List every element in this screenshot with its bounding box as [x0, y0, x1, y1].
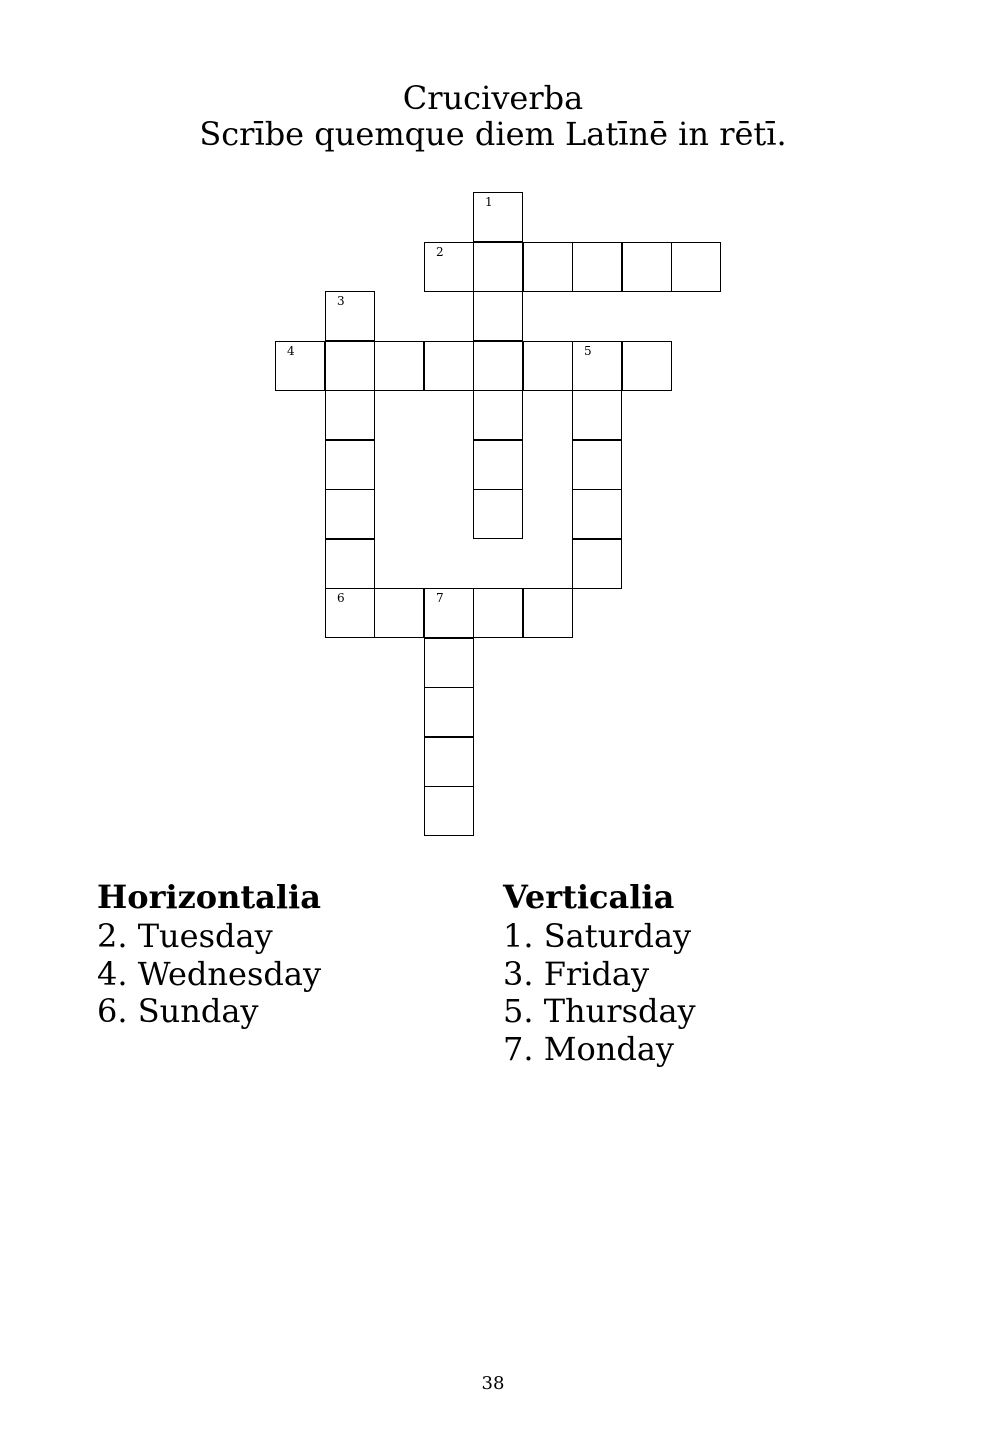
crossword-cell[interactable] [325, 489, 375, 539]
page-title: Cruciverba [402, 79, 584, 117]
crossword-cell[interactable] [473, 341, 523, 391]
crossword-cell[interactable] [424, 588, 474, 638]
clue-number: 4 [287, 344, 295, 358]
crossword-cell[interactable] [325, 291, 375, 341]
crossword-cell[interactable] [424, 786, 474, 836]
crossword-cell[interactable] [424, 737, 474, 787]
page-subtitle: Scrībe quemque diem Latīnē in rētī. [199, 115, 787, 153]
crossword-cell[interactable] [671, 242, 721, 292]
crossword-cell[interactable] [325, 539, 375, 589]
crossword-cell[interactable] [572, 390, 622, 440]
crossword-cell[interactable] [523, 242, 573, 292]
crossword-cell[interactable] [473, 588, 523, 638]
crossword-cell[interactable] [424, 638, 474, 688]
clues-across-list [97, 918, 321, 1031]
crossword-cell[interactable] [473, 489, 523, 539]
crossword-cell[interactable] [523, 588, 573, 638]
crossword-cell[interactable] [374, 588, 424, 638]
crossword-cell[interactable] [325, 390, 375, 440]
crossword-cell[interactable] [572, 341, 622, 391]
crossword-cell[interactable] [572, 440, 622, 490]
clue-number: 6 [337, 591, 345, 605]
crossword-cell[interactable] [473, 440, 523, 490]
crossword-cell[interactable] [374, 341, 424, 391]
clue-number: 1 [485, 195, 493, 209]
clue-down-item: 1. Saturday [503, 917, 692, 955]
crossword-cell[interactable] [572, 539, 622, 589]
clue-down-item: 7. Monday [503, 1029, 674, 1068]
clue-across-item: 2. Tuesday [97, 917, 273, 955]
crossword-cell[interactable] [325, 440, 375, 490]
clue-down-item: 3. Friday [503, 954, 650, 993]
clues-across [97, 878, 321, 1031]
crossword-cell[interactable] [424, 341, 474, 391]
crossword-cell[interactable] [473, 291, 523, 341]
clue-number: 2 [436, 245, 444, 259]
page-number: 38 [481, 1373, 505, 1394]
crossword-cell[interactable] [622, 341, 672, 391]
crossword-cell[interactable] [325, 341, 375, 391]
clues-down-list [503, 918, 696, 1068]
crossword-cell[interactable] [424, 242, 474, 292]
clue-number: 7 [436, 591, 444, 605]
crossword-cell[interactable] [424, 687, 474, 737]
clues-across-heading: Horizontalia [97, 878, 321, 916]
clues-down [503, 878, 696, 1068]
crossword-cell[interactable] [325, 588, 375, 638]
crossword-cell[interactable] [572, 489, 622, 539]
clues-down-heading: Verticalia [503, 878, 675, 916]
crossword-cell[interactable] [473, 192, 523, 242]
crossword-cell[interactable] [473, 242, 523, 292]
crossword-cell[interactable] [473, 390, 523, 440]
crossword-cell[interactable] [572, 242, 622, 292]
crossword-cell[interactable] [523, 341, 573, 391]
crossword-cell[interactable] [275, 341, 325, 391]
clue-number: 5 [584, 344, 592, 358]
clue-across-item: 6. Sunday [97, 992, 259, 1030]
crossword-cell[interactable] [622, 242, 672, 292]
clue-number: 3 [337, 294, 345, 308]
clue-down-item: 5. Thursday [503, 992, 696, 1030]
clue-across-item: 4. Wednesday [97, 954, 322, 993]
